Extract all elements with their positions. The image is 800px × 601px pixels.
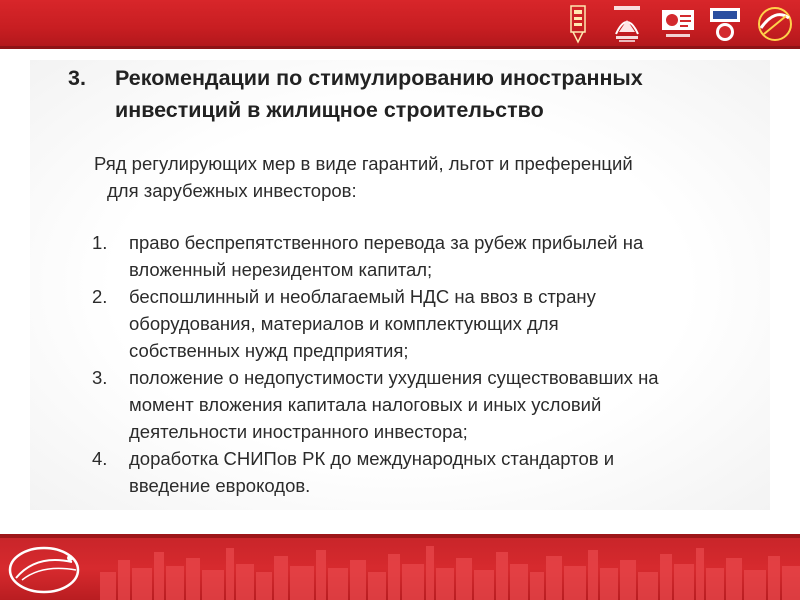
list-item [92,364,782,445]
list-item-number: 1. [92,232,108,253]
list-item-number: 4. [92,448,108,469]
list-item-number: 2. [92,286,108,307]
company-logo-icon [6,544,88,596]
list-item-line: оборудования, материалов и комплектующих для [129,313,559,334]
list-item [92,445,782,499]
title-line: Рекомендации по стимулированию иностранных [115,66,643,90]
intro-line: Ряд регулирующих мер в виде гарантий, льгот и преференций [94,153,633,174]
city-skyline-decoration [100,538,800,600]
measures-list [92,229,782,499]
list-item [92,229,782,283]
list-item [92,283,782,364]
globe-ribbon-icon [756,4,794,44]
list-item-line: собственных нужд предприятия; [129,340,409,361]
award-logos [560,4,796,44]
list-item-number: 3. [92,367,108,388]
title-number: 3. [68,66,86,90]
list-item-line: право беспрепятственного перевода за рубеж прибылей на [129,232,644,253]
list-item-line: введение еврокодов. [129,475,311,496]
list-item-line: момент вложения капитала налоговых и иных условий [129,394,602,415]
header-divider [0,46,800,49]
list-item-line: положение о недопустимости ухудшения существовавших на [129,367,659,388]
award-emblem-icon [566,4,590,44]
list-item-line: вложенный нерезидентом капитал; [129,259,433,280]
list-item-line: деятельности иностранного инвестора; [129,421,468,442]
wreath-emblem-icon [610,4,644,44]
list-item-line: доработка СНИПов РК до международных стандартов и [129,448,615,469]
intro-line: для зарубежных инвесторов: [107,180,357,201]
title-line: инвестиций в жилищное строительство [115,98,544,122]
euro-award-icon [708,4,742,44]
list-item-line: беспошлинный и необлагаемый НДС на ввоз в страну [129,286,596,307]
certificate-badge-icon [660,4,696,44]
intro-paragraph [94,150,784,204]
